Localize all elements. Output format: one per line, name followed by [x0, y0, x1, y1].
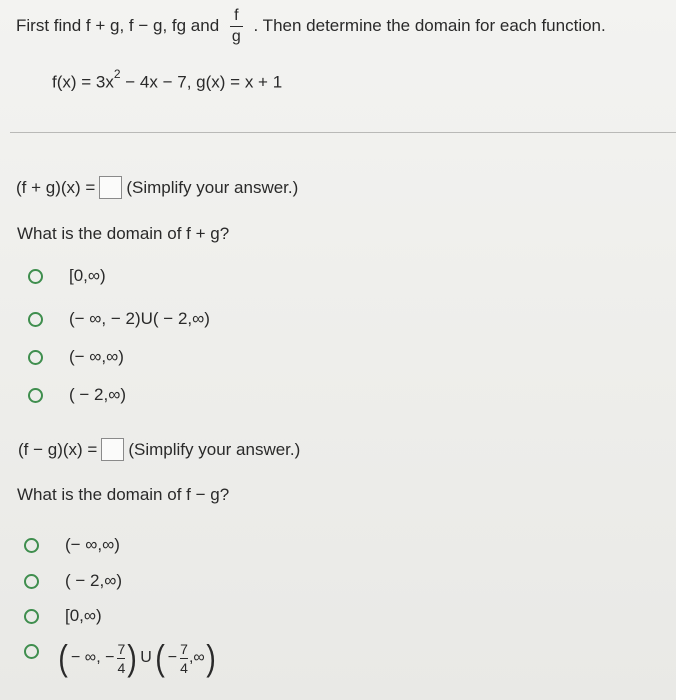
- f-minus-g-answer-row: [18, 438, 300, 461]
- option-2d-label: ( − ∞, − 7 4 ) U ( − 7 4 ,∞ ): [58, 637, 216, 678]
- simplify-hint: (Simplify your answer.): [126, 177, 299, 197]
- domain-option-2a[interactable]: (− ∞,∞): [24, 535, 120, 555]
- domain-question-2: What is the domain of f − g?: [17, 485, 230, 504]
- radio-button[interactable]: [24, 644, 39, 659]
- instruction-text-end: . Then determine the domain for each function.: [253, 15, 606, 35]
- f-plus-g-label: (f + g)(x) =: [16, 177, 96, 197]
- radio-button[interactable]: [24, 609, 39, 624]
- domain-question-1: What is the domain of f + g?: [17, 224, 230, 243]
- radio-button[interactable]: [28, 312, 43, 327]
- radio-button[interactable]: [28, 269, 43, 284]
- domain-option-1a[interactable]: [0,∞): [28, 266, 106, 286]
- exponent: 2: [113, 67, 121, 81]
- domain-option-2c[interactable]: [0,∞): [24, 606, 102, 626]
- f-definition-rest: − 4x − 7, g(x) = x + 1: [120, 72, 283, 92]
- fraction-numerator: f: [234, 7, 239, 24]
- instruction-text: First find f + g, f − g, fg and: [16, 15, 220, 35]
- f-over-g-fraction: [230, 8, 243, 45]
- f-definition-start: f(x) = 3x: [52, 72, 114, 92]
- domain-option-1c[interactable]: (− ∞,∞): [28, 347, 124, 367]
- function-definitions: [52, 67, 283, 93]
- divider: [10, 132, 676, 133]
- f-minus-g-answer-input[interactable]: [101, 438, 124, 461]
- domain-option-2d[interactable]: [24, 637, 217, 678]
- domain-option-1d[interactable]: ( − 2,∞): [28, 385, 126, 405]
- f-plus-g-answer-input[interactable]: [99, 176, 122, 199]
- domain-option-2b[interactable]: ( − 2,∞): [24, 571, 122, 591]
- f-plus-g-answer-row: [16, 176, 298, 199]
- instruction-line: [16, 8, 606, 45]
- f-minus-g-label: (f − g)(x) =: [18, 439, 98, 459]
- radio-button[interactable]: [28, 350, 43, 365]
- radio-button[interactable]: [24, 538, 39, 553]
- seven-fourths-fraction: 7 4: [180, 640, 188, 676]
- domain-option-1b[interactable]: (− ∞, − 2)U( − 2,∞): [28, 309, 210, 329]
- seven-fourths-fraction: 7 4: [117, 640, 126, 676]
- radio-button[interactable]: [24, 574, 39, 589]
- fraction-denominator: g: [231, 28, 241, 45]
- simplify-hint: (Simplify your answer.): [128, 439, 301, 459]
- radio-button[interactable]: [28, 388, 43, 403]
